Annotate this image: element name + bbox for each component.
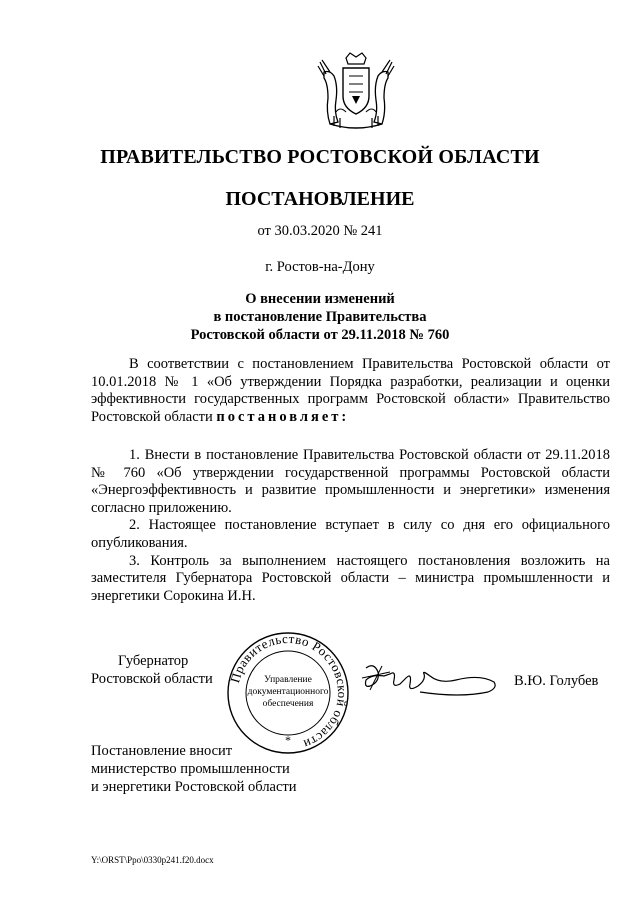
signatory-name: В.Ю. Голубев <box>514 673 599 689</box>
submitted-by-line: и энергетики Ростовской области <box>91 779 297 795</box>
resolution-item: 3. Контроль за выполнением настоящего постановления возложить на заместителя Губернатора Ростовской области – министра промышленности и энергетики Сорокина И.Н. <box>91 552 610 604</box>
preamble-text: В соответствии с постановлением Правительства Ростовской области от 10.01.2018 № 1 «Об утверждении Порядка разработки, реализации и оценки эффективности государственных программ Ростовской области» Правительство Ростовской области <box>91 356 610 425</box>
submitted-by-note <box>91 742 297 796</box>
city: г. Ростов-на-Дону <box>265 259 375 275</box>
handwritten-signature <box>360 660 500 700</box>
stamp-inner-line: обеспечения <box>262 699 314 709</box>
coat-of-arms-icon <box>316 52 396 134</box>
stamp-outer-text-path: Правительство Ростовской области <box>227 630 351 753</box>
stamp-star: * <box>285 733 291 747</box>
submitted-by-line: министерство промышленности <box>91 761 290 777</box>
file-path: Y:\ORST\Ppo\0330p241.f20.docx <box>91 855 214 865</box>
signatory-title-line: Губернатор <box>118 653 189 669</box>
signatory-title <box>91 652 213 688</box>
resolution-item: 1. Внести в постановление Правительства Ростовской области от 29.11.2018 № 760 «Об утверждении государственной программы Ростовской области «Энергоэффективность и развитие промышленности и энергетики» изменения согласно приложению. <box>91 447 610 516</box>
coat-of-arms-emblem <box>316 52 396 134</box>
subject-line: О внесении изменений <box>245 291 395 307</box>
subject-line: Ростовской области от 29.11.2018 № 760 <box>190 327 450 343</box>
preamble <box>91 356 610 426</box>
resolve-word: постановляет: <box>216 408 350 425</box>
signatory-title-line: Ростовской области <box>91 671 213 687</box>
subject-line: в постановление Правительства <box>213 309 427 325</box>
document-type: ПОСТАНОВЛЕНИЕ <box>225 188 415 210</box>
subject-heading <box>0 290 640 344</box>
stamp-inner-line: Управление <box>264 675 312 685</box>
submitted-by-line: Постановление вносит <box>91 743 233 759</box>
official-stamp <box>225 630 351 756</box>
government-title: ПРАВИТЕЛЬСТВО РОСТОВСКОЙ ОБЛАСТИ <box>100 146 540 168</box>
resolution-items <box>91 447 610 605</box>
stamp-inner-line: документационного <box>247 687 329 697</box>
resolution-item: 2. Настоящее постановление вступает в силу со дня его официального опубликования. <box>91 517 610 551</box>
date-and-number: от 30.03.2020 № 241 <box>257 223 383 239</box>
